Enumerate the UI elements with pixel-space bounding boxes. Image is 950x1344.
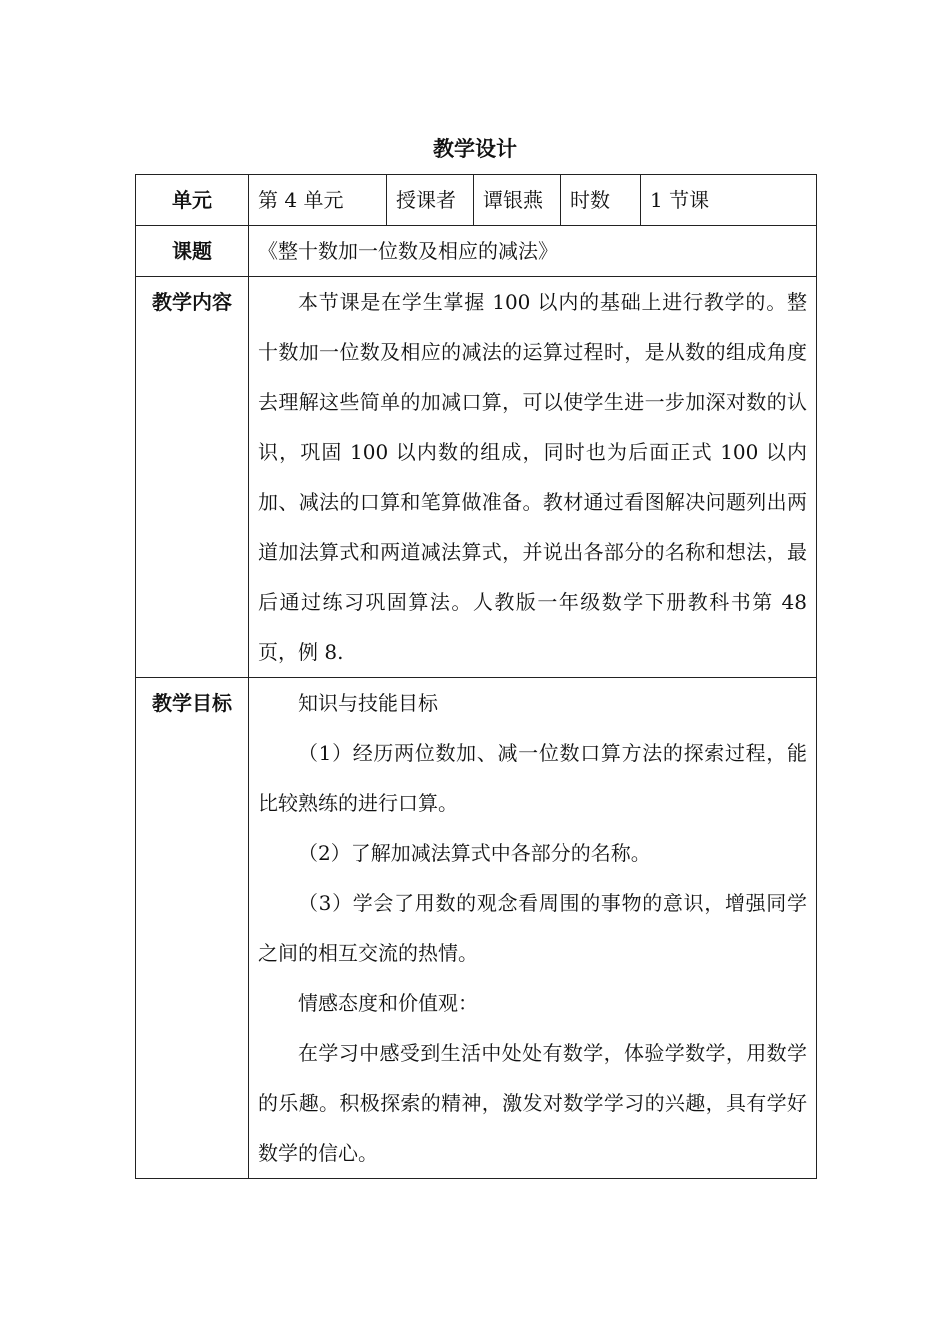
goal-item-3: （3）学会了用数的观念看周围的事物的意识，增强同学之间的相互交流的热情。 xyxy=(258,891,807,965)
teacher-label-cell xyxy=(387,175,474,226)
document-title: 教学设计 xyxy=(433,137,517,161)
content-text-cell xyxy=(249,277,817,678)
goal-attitude-text: 在学习中感受到生活中处处有数学，体验学数学，用数学的乐趣。积极探索的精神，激发对数学学习的兴趣，具有学好数学的信心。 xyxy=(258,1041,807,1165)
goal-item-1: （1）经历两位数加、减一位数口算方法的探索过程，能比较熟练的进行口算。 xyxy=(258,741,807,815)
goal-heading-attitude: 情感态度和价值观： xyxy=(298,991,478,1015)
goal-heading-knowledge: 知识与技能目标 xyxy=(298,691,438,715)
topic-label-cell xyxy=(136,226,249,277)
hours-value: 1 节课 xyxy=(650,188,710,212)
topic-label: 课题 xyxy=(172,239,212,263)
content-paragraph: 本节课是在学生掌握 100 以内的基础上进行教学的。整十数加一位数及相应的减法的运算过程时，是从数的组成角度去理解这些简单的加减口算，可以使学生进一步加深对数的认识，巩固 100 以内数的组成，同时也为后面正式 100 以内加、减法的口算和笔算做准备。教材通过看图解决问题列出两道加法算式和两道减法算式，并说出各部分的名称和想法，最后通过练习巩固算法。人教版一年级数学下册教科书第 48 页，例 8. xyxy=(258,290,807,664)
unit-label: 单元 xyxy=(172,188,212,212)
unit-label-cell xyxy=(136,175,249,226)
lesson-design-table xyxy=(135,174,817,1179)
content-label-cell xyxy=(136,277,249,678)
content-row xyxy=(136,277,817,678)
unit-value: 第 4 单元 xyxy=(258,188,344,212)
topic-value-cell xyxy=(249,226,817,277)
teacher-value: 谭银燕 xyxy=(483,188,543,212)
unit-value-cell xyxy=(249,175,387,226)
hours-label: 时数 xyxy=(570,188,610,212)
content-label: 教学内容 xyxy=(152,290,232,314)
topic-value: 《整十数加一位数及相应的减法》 xyxy=(258,239,558,263)
goals-label-cell xyxy=(136,678,249,1179)
goal-item-2: （2）了解加减法算式中各部分的名称。 xyxy=(298,841,651,865)
goals-row xyxy=(136,678,817,1179)
hours-value-cell xyxy=(641,175,817,226)
topic-row xyxy=(136,226,817,277)
hours-label-cell xyxy=(561,175,641,226)
teacher-label: 授课者 xyxy=(396,188,456,212)
goals-label: 教学目标 xyxy=(152,691,232,715)
unit-row xyxy=(136,175,817,226)
goals-text-cell xyxy=(249,678,817,1179)
teacher-value-cell xyxy=(474,175,561,226)
